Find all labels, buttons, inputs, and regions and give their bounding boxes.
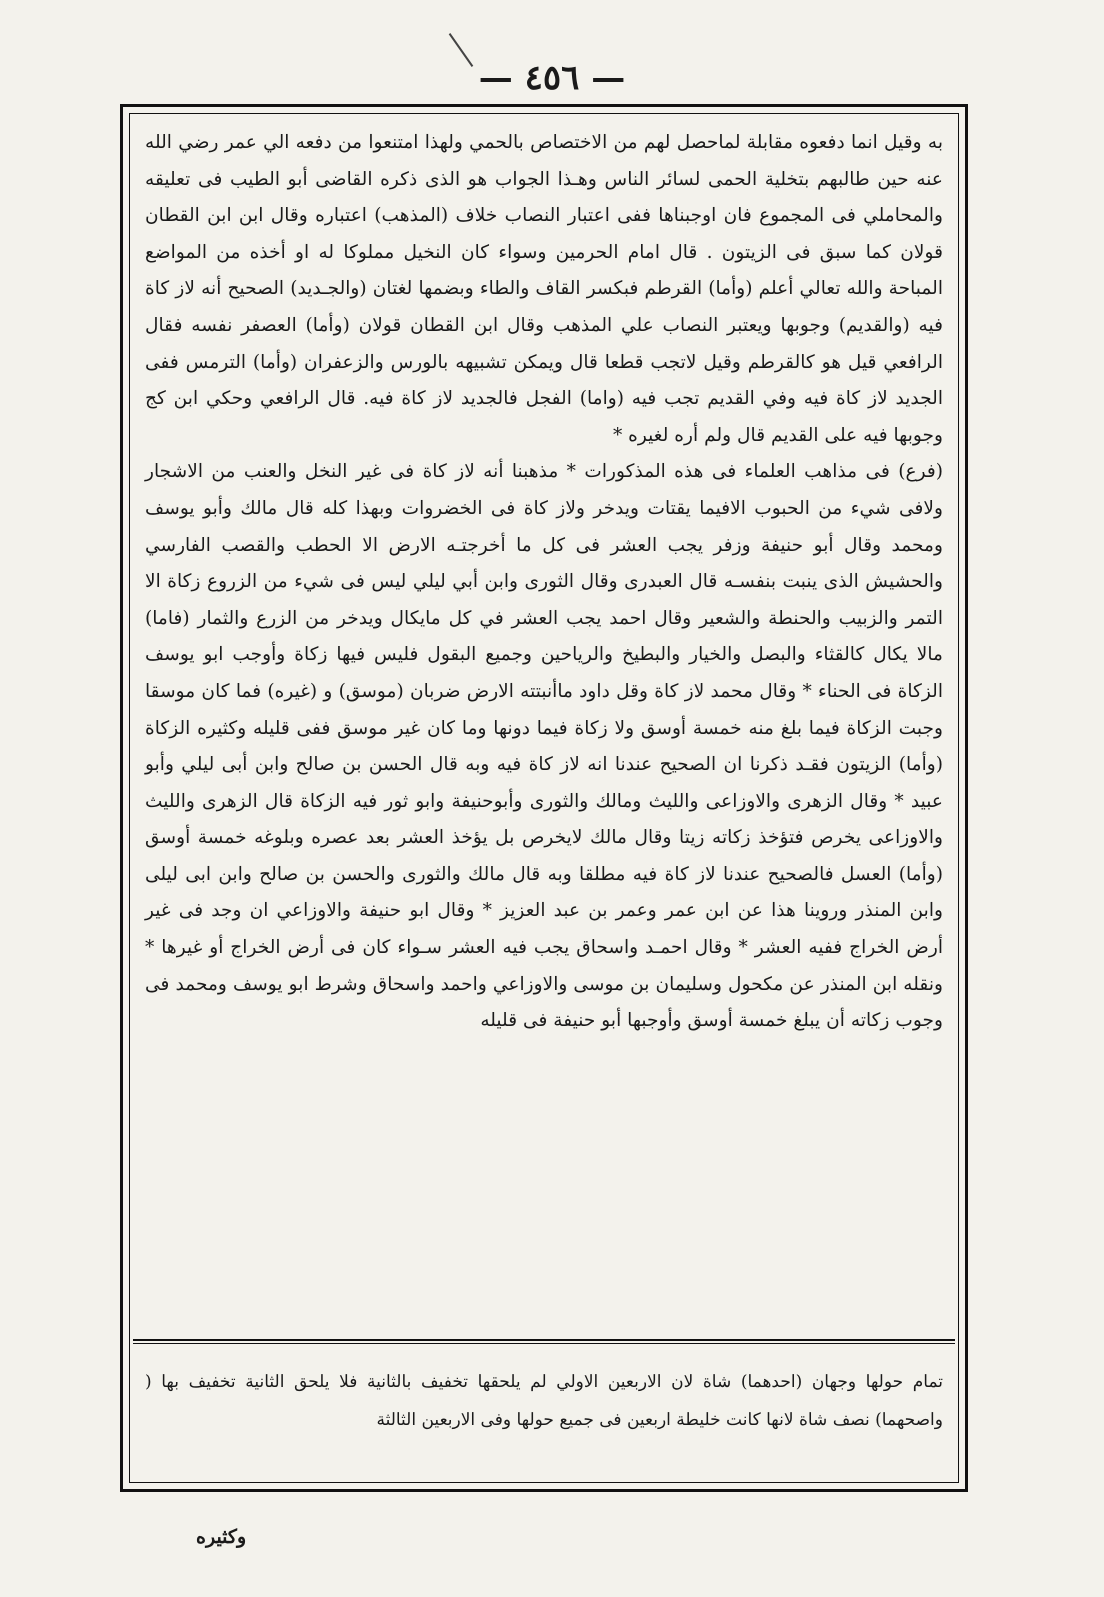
text-frame	[120, 104, 968, 1492]
page-number: — ٤٥٦ —	[478, 58, 626, 98]
body-paragraph: به وقيل انما دفعوه مقابلة لماحصل لهم من الاختصاص بالحمي ولهذا امتنعوا من دفعه الي عمر رضي الله عنه حين طالبهم بتخلية الحمى لسائر الناس وهـذا الجواب هو الذى ذكره القاضى أبو الطيب فى تعليقه والمحاملي فى المجموع فان اوجبناها ففى اعتبار النصاب خلاف (المذهب) اعتباره وقال ابن ابن القطان قولان كما سبق فى الزيتون . قال امام الحرمين وسواء كان النخيل مملوكا له او أخذه من المواضع المباحة والله تعالي أعلم (وأما) القرطم فبكسر القاف والطاء وبضمها لغتان (والجـديد) الصحيح أنه لاز كاة فيه (والقديم) وجوبها ويعتبر النصاب علي المذهب وقال ابن القطان قولان (وأما) العصفر نفسه فقال الرافعي قيل هو كالقرطم وقيل لاتجب قطعا قال ويمكن تشبيهه بالورس والزعفران (وأما) الترمس ففى الجديد لاز كاة فيه وفي القديم تجب فيه (واما) الفجل فالجديد لاز كاة فيه. قال الرافعي وحكي ابن كج وجوبها فيه على القديم قال ولم أره لغيره *	[145, 132, 943, 446]
footnote: تمام حولها وجهان (احدهما) شاة لان الاربعين الاولي لم يلحقها تخفيف بالثانية فلا يلحق الثانية تخفيف بها ( واصحهما) نصف شاة لانها كانت خليطة اربعين فى جميع حولها وفى الاربعين الثالثة	[145, 1372, 943, 1430]
catchword: وكثيره	[196, 1526, 247, 1548]
footnote-separator-thin	[133, 1343, 955, 1344]
main-text	[145, 125, 943, 1040]
footnote-separator	[133, 1339, 955, 1341]
body-paragraph: (فرع) فى مذاهب العلماء فى هذه المذكورات * مذهبنا أنه لاز كاة فى غير النخل والعنب من الاشجار ولافى شيء من الحبوب الافيما يقتات ويدخر ولاز كاة فى الخضروات وبهذا كله قال مالك وأبو يوسف ومحمد وقال أبو حنيفة وزفر يجب العشر فى كل ما أخرجتـه الارض الا الحطب والقصب الفارسي والحشيش الذى ينبت بنفسـه قال العبدرى وقال الثورى وابن أبي ليلي ليس فى شيء من الزروع زكاة الا التمر والزبيب والحنطة والشعير وقال احمد يجب العشر في كل مايكال ويدخر من الزرع والثمار (فاما) مالا يكال كالقثاء والبصل والخيار والبطيخ والرياحين وجميع البقول فليس فيها زكاة وأوجب ابو يوسف الزكاة فى الحناء * وقال محمد لاز كاة وقل داود ماأنبتته الارض ضربان (موسق) و (غيره) فما كان موسقا وجبت الزكاة فيما بلغ منه خمسة أوسق ولا زكاة فيما دونها وما كان غير موسق ففى قليله وكثيره الزكاة (وأما) الزيتون فقـد ذكرنا ان الصحيح عندنا انه لاز كاة فيه وبه قال الحسن بن صالح وابن أبى ليلي وأبو عبيد * وقال الزهرى والاوزاعى والليث ومالك والثورى وأبوحنيفة وابو ثور فيه الزكاة قال الزهرى والليث والاوزاعى يخرص فتؤخذ زكاته زيتا وقال مالك لايخرص بل يؤخذ العشر بعد عصره وبلوغه خمسة أوسق (وأما) العسل فالصحيح عندنا لاز كاة فيه مطلقا وبه قال مالك والثورى والحسن بن صالح وابن ابى ليلى وابن المنذر وروينا هذا عن ابن عمر وعمر بن عبد العزيز * وقال ابو حنيفة والاوزاعي ان وجد فى غير أرض الخراج ففيه العشر * وقال احمـد واسحاق يجب فيه العشر سـواء كان فى أرض الخراج أو غيرها * ونقله ابن المنذر عن مكحول وسليمان بن موسى والاوزاعي واحمد واسحاق وشرط ابو يوسف ومحمد فى وجوب زكاته أن يبلغ خمسة أوسق وأوجبها أبو حنيفة فى قليله	[145, 461, 943, 1032]
